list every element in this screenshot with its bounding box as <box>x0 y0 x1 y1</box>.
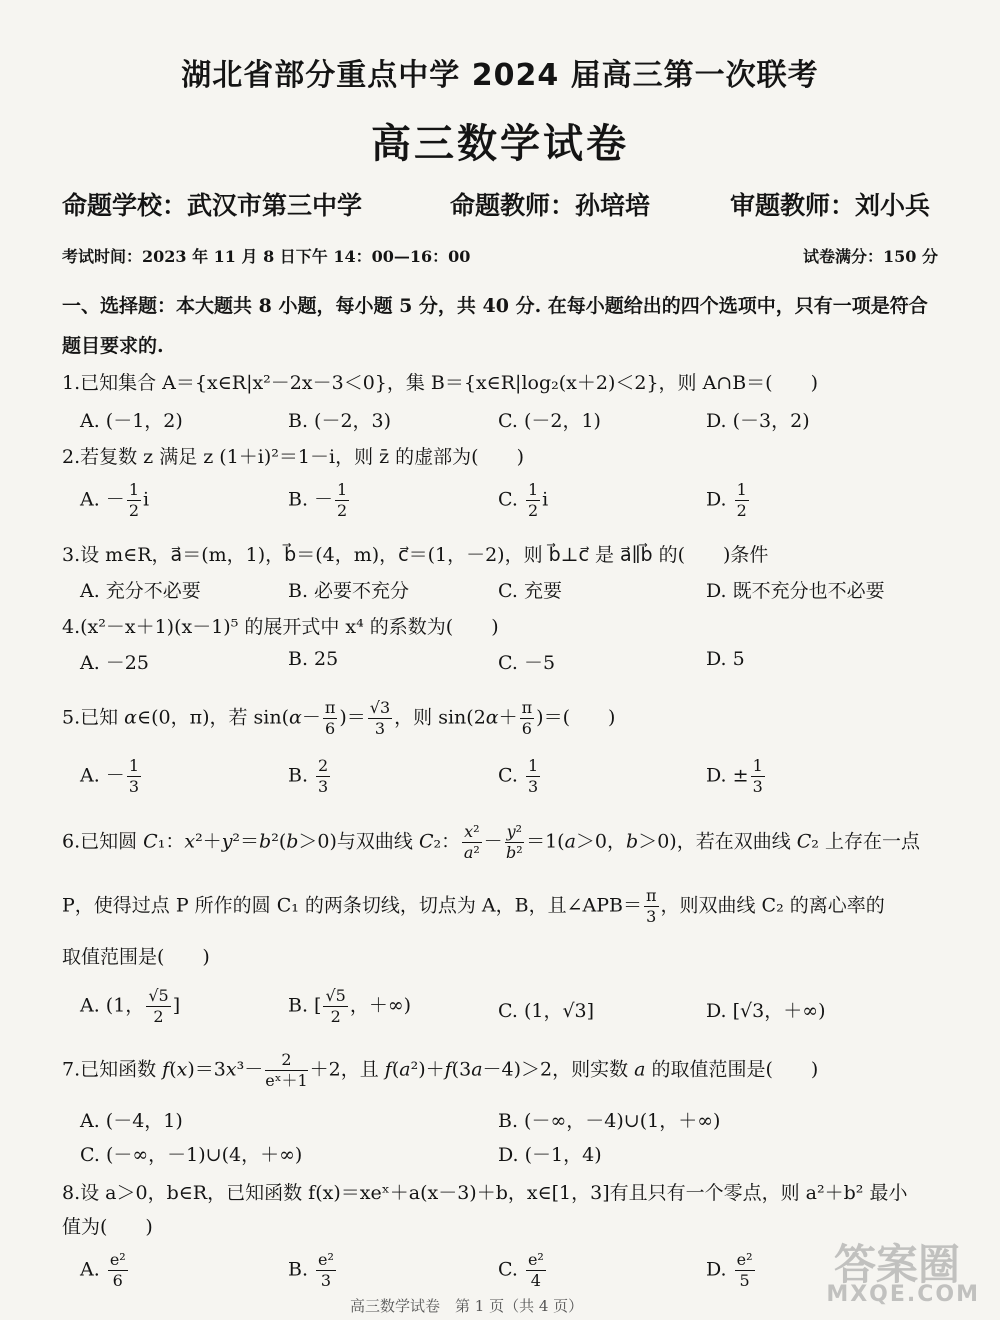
exam-time: 考试时间：2023 年 11 月 8 日下午 14：00—16：00 <box>62 247 471 266</box>
q8-option-a: A. $\frac{\text{e²}}{6}$ <box>80 1250 126 1290</box>
school-label: 命题学校：武汉市第三中学 <box>62 191 363 220</box>
q1-option-d: D. (－3，2) <box>706 410 810 432</box>
author-label: 命题教师：孙培培 <box>450 191 651 220</box>
q4-option-b: B. 25 <box>288 648 339 670</box>
q5-option-c: C. $\frac{1}{3}$ <box>498 756 539 796</box>
q1-option-c: C. (－2，1) <box>498 410 601 432</box>
q3-option-d: D. 既不充分也不必要 <box>706 580 885 602</box>
q7-option-c: C. (－∞，－1)∪(4，＋∞) <box>80 1144 303 1166</box>
watermark-text: 答案圈 <box>833 1240 960 1289</box>
section-heading: 一、选择题：本大题共 8 小题，每小题 5 分，共 40 分. 在每小题给出的四个选项中，只有一项是符合 题目要求的. <box>62 295 928 357</box>
q2-option-d: D. $\frac{1}{2}$ <box>706 480 747 520</box>
paper-title: 高三数学试卷 <box>371 121 629 167</box>
q3-option-c: C. 充要 <box>498 580 562 602</box>
q6-option-d: D. [√3，＋∞) <box>706 1000 826 1022</box>
q1-option-b: B. (－2，3) <box>288 410 392 432</box>
q4-option-a: A. －25 <box>80 652 149 674</box>
question-8-line2: 值为( ) <box>62 1216 153 1238</box>
question-7: 7.已知函数 f(x)＝3x³－ $\frac{2}{\text{eˣ＋1}}$ ＋2，且 f(a²)＋f(3a－4)＞2，则实数 a 的取值范围是( ) <box>62 1050 819 1090</box>
q3-option-a: A. 充分不必要 <box>80 580 201 602</box>
full-score: 试卷满分：150 分 <box>803 247 938 266</box>
exam-info <box>62 244 938 267</box>
q8-option-c: C. $\frac{\text{e²}}{4}$ <box>498 1250 544 1290</box>
q7-option-a: A. (－4，1) <box>80 1110 183 1132</box>
q5-option-b: B. $\frac{2}{3}$ <box>288 756 329 796</box>
q6-option-b: B. [ $\frac{√5}{2}$ ，＋∞) <box>288 986 412 1026</box>
question-2: 2.若复数 z 满足 z (1＋i)²＝1－i，则 z̄ 的虚部为( ) <box>62 446 524 468</box>
exam-title: 湖北省部分重点中学 2024 届高三第一次联考 <box>181 58 819 93</box>
reviewer-label: 审题教师：刘小兵 <box>730 191 931 220</box>
question-6-line2: P，使得过点 P 所作的圆 C₁ 的两条切线，切点为 A，B，且∠APB＝ $\frac{\pi}{3}$ ，则双曲线 C₂ 的离心率的 <box>62 886 885 926</box>
q1-option-a: A. (－1，2) <box>80 410 183 432</box>
question-6-line3: 取值范围是( ) <box>62 946 210 968</box>
q2-option-c: C. $\frac{1}{2}$ i <box>498 480 549 520</box>
question-3: 3.设 m∈R，a⃗＝(m，1)，b⃗＝(4，m)，c⃗＝(1，－2)，则 b⃗⊥c⃗ 是 a⃗∥b⃗ 的( )条件 <box>62 544 769 566</box>
q2-option-a: A. － $\frac{1}{2}$ i <box>80 480 150 520</box>
question-4: 4.(x²－x＋1)(x－1)⁵ 的展开式中 x⁴ 的系数为( ) <box>62 616 499 638</box>
q6-option-c: C. (1，√3] <box>498 1000 595 1022</box>
q8-option-d: D. $\frac{\text{e²}}{5}$ <box>706 1250 753 1290</box>
watermark-domain: MXQE.COM <box>826 1282 980 1307</box>
q7-option-b: B. (－∞，－4)∪(1，＋∞) <box>498 1110 721 1132</box>
question-8: 8.设 a＞0，b∈R，已知函数 f(x)＝xeˣ＋a(x－3)＋b，x∈[1，3]有且只有一个零点，则 a²＋b² 最小 <box>62 1182 908 1204</box>
page-footer: 高三数学试卷 第 1 页（共 4 页） <box>350 1297 584 1315</box>
q8-option-b: B. $\frac{\text{e²}}{3}$ <box>288 1250 334 1290</box>
q3-option-b: B. 必要不充分 <box>288 580 410 602</box>
q2-option-b: B. － $\frac{1}{2}$ <box>288 480 348 520</box>
question-6: 6.已知圆 C₁：x²＋y²＝b²(b＞0)与双曲线 C₂： $\frac{\text{x²}}{\text{a²}}$ － $\frac{\text{y²}}{\text{b²}}$ ＝1(a＞0，b＞0)，若在双曲线 C₂ 上存在一点 <box>62 822 920 862</box>
q4-option-d: D. 5 <box>706 648 745 670</box>
watermark-logo <box>740 1232 990 1312</box>
q4-option-c: C. －5 <box>498 652 556 674</box>
q7-option-d: D. (－1，4) <box>498 1144 602 1166</box>
q6-option-a: A. (1， $\frac{√5}{2}$ ] <box>80 986 181 1026</box>
q5-option-d: D. ± $\frac{1}{3}$ <box>706 756 763 796</box>
q5-option-a: A. － $\frac{1}{3}$ <box>80 756 139 796</box>
question-5: 5.已知 α∈(0，π)，若 sin(α－ $\frac{\pi}{6}$ )＝ $\frac{√3}{3}$ ，则 sin(2α＋ $\frac{\pi}{6}$ )＝( ) <box>62 698 616 738</box>
question-1: 1.已知集合 A＝{x∈R|x²－2x－3＜0}，集 B＝{x∈R|log₂(x＋2)＜2}，则 A∩B＝( ) <box>62 372 819 394</box>
